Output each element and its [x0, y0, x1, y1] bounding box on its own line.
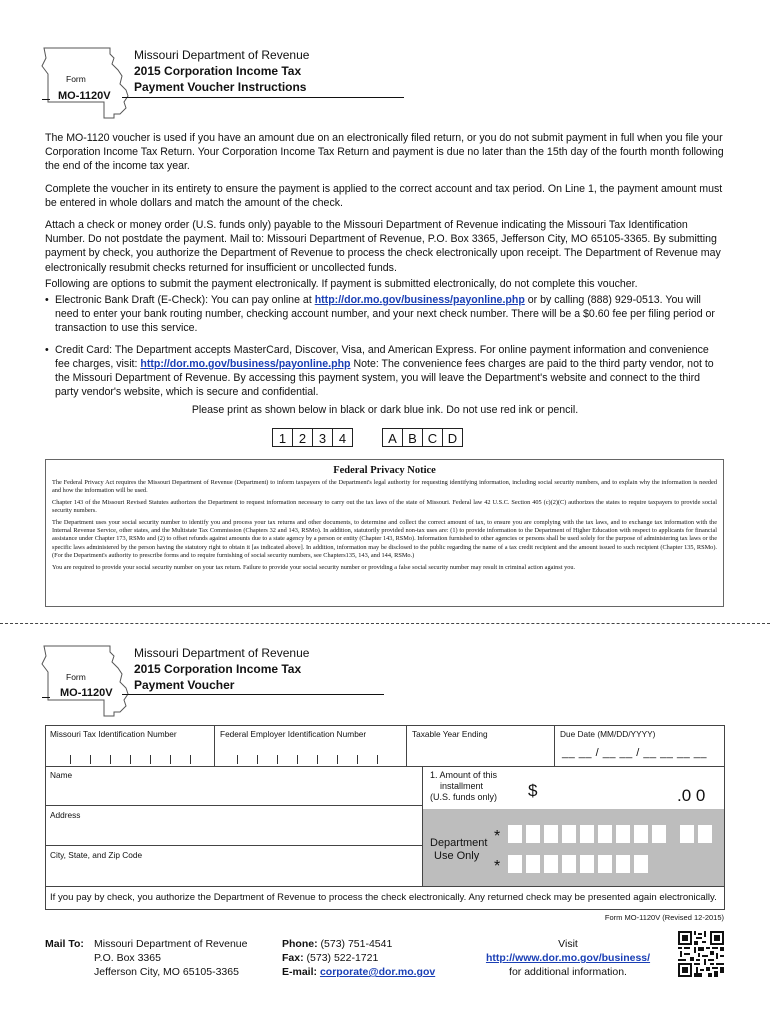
city-state-zip-input[interactable] [46, 861, 422, 885]
bullet-dot: • [45, 294, 49, 307]
scan-box [562, 825, 576, 843]
city-state-zip-label: City, State, and Zip Code [50, 850, 143, 860]
scan-box [616, 825, 630, 843]
name-label: Name [50, 770, 73, 780]
voucher-dept-name: Missouri Department of Revenue [134, 646, 310, 660]
visit-block [470, 937, 666, 979]
digit-tick [170, 755, 171, 764]
dept-use-line2: Use Only [434, 850, 480, 862]
digit-tick [190, 755, 191, 764]
sample-letters [382, 428, 462, 448]
divider [554, 725, 555, 766]
dept-scan-row-2 [508, 855, 718, 875]
visit-label: Visit [558, 938, 578, 950]
voucher-title [134, 645, 404, 693]
amount-label [430, 770, 497, 803]
sample-letter-box: B [402, 428, 423, 447]
email-link[interactable]: corporate@dor.mo.gov [319, 966, 436, 978]
scan-box [562, 855, 576, 873]
privacy-paragraph: You are required to provide your social security number on your tax return. Failure to provide your social security number or providing a false social security number may result in criminal action against you. [52, 563, 576, 571]
amount-label-line3: (U.S. funds only) [430, 792, 498, 802]
digit-tick [70, 755, 71, 764]
scan-box [508, 825, 522, 843]
sample-letter-box: D [442, 428, 463, 447]
department-use-label [430, 837, 487, 863]
missouri-state-outline-icon [40, 642, 135, 718]
scan-box [526, 825, 540, 843]
dept-use-line1: Department [430, 837, 488, 849]
dept-name: Missouri Department of Revenue [134, 48, 310, 62]
scan-box [544, 825, 558, 843]
echeck-payonline-link[interactable]: http://dor.mo.gov/business/payonline.php [314, 294, 525, 307]
tax-id-input[interactable] [46, 740, 213, 765]
mail-to-block [45, 937, 84, 951]
scan-box [698, 825, 712, 843]
missouri-state-outline-icon [40, 44, 135, 120]
amount-input[interactable] [545, 776, 675, 804]
digit-tick [317, 755, 318, 764]
mail-line1: Missouri Department of Revenue [94, 938, 248, 950]
digit-tick [357, 755, 358, 764]
title-instructions: Payment Voucher Instructions [134, 80, 307, 94]
phone-row [282, 937, 435, 951]
privacy-paragraph: The Department uses your social security number to identify you and process your tax returns and other documents, to determine and collect the correct amount of tax, to ensure you are complying with the tax laws, and to exchange tax information with the Internal Revenue Service, other states, and the Multistate Tax Commission (Chapters 32 and 143, RSMo). In addition, statutorily provided non-tax uses are: (1) to provide information to the Department of Higher Education with respect to applicants for financial assistance under Chapter 173, RSMo and (2) to offset refunds against amounts due to a state agency by a person or entity (Chapter 143, RSMo). Information furnished to other agencies or persons shall be used solely for the purpose of administering tax laws or the specific laws administered by the person having the statutory right to obtain it [as indicated above]. In addition, information may be disclosed to the public regarding the name of a tax credit recipient and the amount issued to such recipient (Chapter 135, RSMo). (For the Department's authority to prescribe forms and to require furnishing of social security numbers, see Chapters135, 143, and 144, RSMo.) [52, 518, 717, 560]
credit-card-payonline-link[interactable]: http://dor.mo.gov/business/payonline.php [140, 357, 351, 370]
sample-letter-box: A [382, 428, 403, 447]
digit-tick [150, 755, 151, 764]
scan-box [508, 855, 522, 873]
sample-digit-box: 4 [332, 428, 353, 447]
intro-paragraph: The MO-1120 voucher is used if you have an amount due on an electronically filed return, or you do not submit payment in full when you file your Corporation Income Tax Return. Your Corporation Income Tax Return and payment is due no later than the 15th day of the fourth month following the end of the income tax year. [45, 132, 724, 173]
fax-label: Fax: [282, 952, 304, 964]
bullet-credit-card-text: Credit Card: The Department accepts MasterCard, Discover, Visa, and American Express. For online payment information and convenience fee charges, visit: http://dor.mo.gov/business/payonline.php Note: The convenience fees charges are paid to the third party vendor, not to the Missouri Department of Revenue. By accessing this payment system, you will leave the Department's website and connect to the third party vendor's website, which is secure and confidential. [55, 343, 714, 399]
privacy-notice [45, 459, 724, 607]
page-title [134, 47, 404, 95]
scan-box [616, 855, 630, 873]
digit-tick [297, 755, 298, 764]
divider [45, 766, 725, 767]
instructions-body [45, 131, 725, 399]
scan-box [526, 855, 540, 873]
business-website-link[interactable]: http://www.dor.mo.gov/business/ [485, 952, 651, 964]
due-date-input[interactable]: __ __ / __ __ / __ __ __ __ [562, 747, 708, 759]
digit-tick [237, 755, 238, 764]
title-year: 2015 Corporation Income Tax [134, 64, 302, 78]
title-underline [122, 97, 404, 98]
privacy-paragraph: Chapter 143 of the Missouri Revised Statutes authorizes the Department to request information necessary to carry out the tax laws of the state of Missouri. Federal law 42 U.S.C. Section 405 (c)(2)(C) authorizes the states to require taxpayers to provide social security numbers. [52, 498, 717, 515]
scan-box [680, 825, 694, 843]
scan-box [634, 855, 648, 873]
form-number-dash [42, 99, 50, 100]
digit-tick [257, 755, 258, 764]
digit-tick [130, 755, 131, 764]
bullet-echeck-text: Electronic Bank Draft (E-Check): You can pay online at http://dor.mo.gov/business/payonline.php or by calling (888) 929-0513. You will need to enter your bank routing number, checking account number, and your next check number. There will be a $0.60 fee per filing period or transaction to use this service. [55, 294, 715, 335]
bullet-dot: • [45, 343, 49, 356]
phone-label: Phone: [282, 938, 318, 950]
form-number-dash [42, 697, 50, 698]
amount-cents: .0 0 [677, 786, 706, 805]
voucher-title-year: 2015 Corporation Income Tax [134, 662, 302, 676]
sample-digit-box: 2 [292, 428, 313, 447]
sample-digit-box: 1 [272, 428, 293, 447]
fax-row [282, 951, 435, 965]
mail-line3: Jefferson City, MO 65105-3365 [94, 966, 239, 978]
address-label: Address [50, 810, 81, 820]
fax-number: (573) 522-1721 [306, 952, 379, 964]
complete-paragraph: Complete the voucher in its entirety to ensure the payment is applied to the correct account and tax period. On Line 1, the payment amount must be entered in whole dollars and match the amount of the check. [45, 182, 723, 209]
perforation-line [0, 623, 770, 624]
dollar-sign: $ [528, 781, 538, 800]
phone-number: (573) 751-4541 [320, 938, 393, 950]
scan-box [580, 855, 594, 873]
mail-to-label: Mail To: [45, 938, 84, 950]
bullet-credit-card [45, 343, 725, 400]
digit-tick [90, 755, 91, 764]
email-label: E-mail: [282, 966, 318, 978]
sample-letter-box: C [422, 428, 443, 447]
taxable-year-input[interactable] [407, 740, 553, 765]
form-label: Form [66, 74, 86, 84]
digit-tick [377, 755, 378, 764]
name-input[interactable] [46, 781, 422, 805]
due-date-label: Due Date (MM/DD/YYYY) [560, 729, 656, 739]
qr-code-icon[interactable] [678, 931, 724, 977]
scan-box [580, 825, 594, 843]
form-number: MO-1120V [58, 90, 111, 102]
contact-block [282, 937, 435, 979]
amount-label-line2: installment [440, 781, 484, 791]
address-input[interactable] [46, 821, 422, 845]
divider [45, 805, 423, 806]
asterisk-bottom: * [494, 858, 501, 875]
sample-digit-box: 3 [312, 428, 333, 447]
amount-label-line1: 1. Amount of this [430, 770, 498, 780]
scan-box [634, 825, 648, 843]
voucher-title-underline [122, 694, 384, 695]
fein-label: Federal Employer Identification Number [220, 729, 367, 739]
ink-instructions: Please print as shown below in black or dark blue ink. Do not use red ink or pencil. [191, 404, 579, 416]
electronic-options-paragraph: Following are options to submit the payment electronically. If payment is submitted electronically, do not complete this voucher. [45, 277, 638, 290]
fein-input[interactable] [215, 740, 405, 765]
asterisk-top: * [494, 828, 501, 845]
additional-info: for additional information. [509, 966, 627, 978]
tax-id-label: Missouri Tax Identification Number [50, 729, 177, 739]
scan-box [598, 825, 612, 843]
digit-tick [337, 755, 338, 764]
check-notice: If you pay by check, you authorize the Department of Revenue to process the check electronically. Any returned check may be presented again electronically. [50, 892, 717, 903]
divider [45, 886, 725, 887]
dept-scan-row-1 [508, 825, 718, 845]
voucher-form-label: Form [66, 672, 86, 682]
scan-box [544, 855, 558, 873]
digit-tick [277, 755, 278, 764]
mail-line2: P.O. Box 3365 [94, 952, 161, 964]
privacy-paragraph: The Federal Privacy Act requires the Missouri Department of Revenue (Department) to inform taxpayers of the Department's legal authority for requesting identifying information, including social security numbers, and to explain why the information is needed and how the information will be used. [52, 479, 717, 495]
privacy-title: Federal Privacy Notice [333, 465, 436, 476]
mail-paragraph: Attach a check or money order (U.S. funds only) payable to the Missouri Department of Revenue indicating the Missouri Tax Identification Number. Do not postdate the payment. Mail to: Missouri Department of Revenue, P.O. Box 3365, Jefferson City, MO 65105-3365. By submitting payment by check, you authorize the Department of Revenue to process the check electronically upon receipt. The Department of Revenue may electronically resubmit checks returned for insufficient or uncollected funds. [45, 219, 721, 274]
scan-box [652, 825, 666, 843]
digit-tick [110, 755, 111, 764]
mail-address [94, 937, 248, 979]
voucher-form-number: MO-1120V [60, 687, 113, 699]
bullet-echeck [45, 293, 725, 336]
form-revision: Form MO-1120V (Revised 12-2015) [604, 913, 724, 922]
voucher-title-name: Payment Voucher [134, 678, 235, 692]
taxable-year-label: Taxable Year Ending [412, 729, 488, 739]
divider [45, 845, 423, 846]
email-row [282, 965, 435, 979]
sample-digits [272, 428, 352, 448]
scan-box [598, 855, 612, 873]
